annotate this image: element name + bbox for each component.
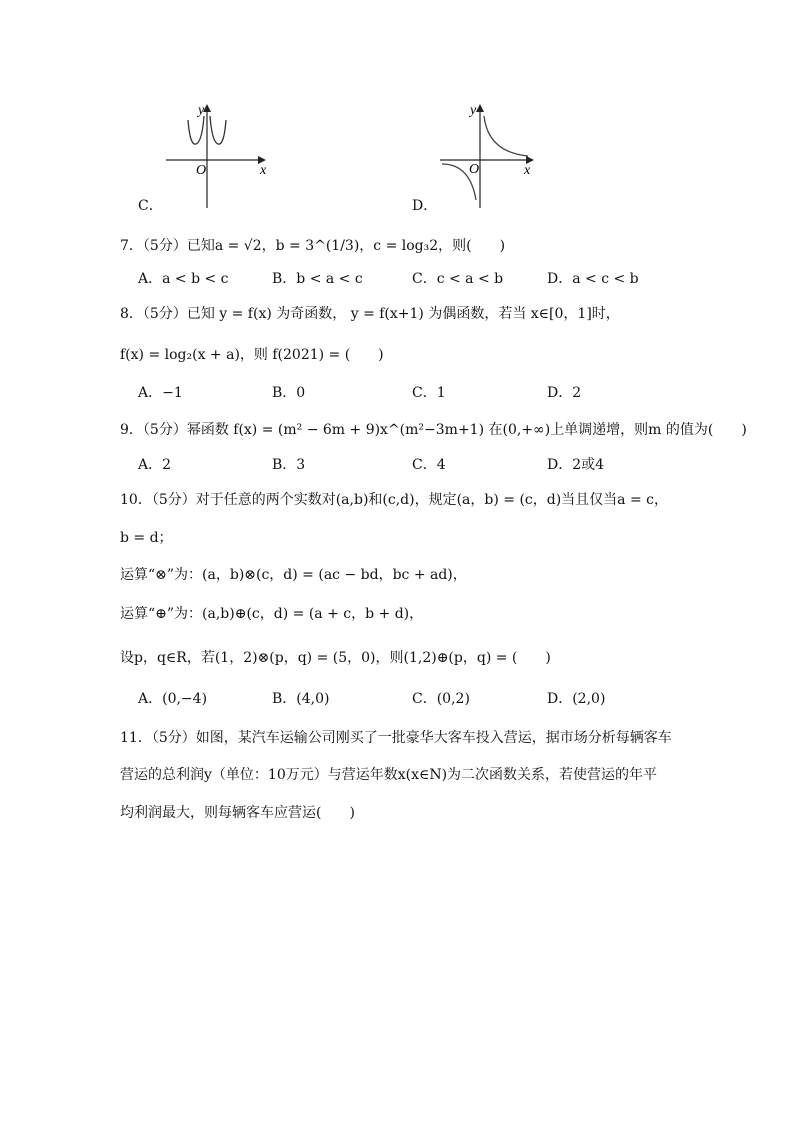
question-8-stem-line2: f(x) = log₂(x + a)，则 f(2021) = ( ) <box>120 347 384 363</box>
question-9-option-b: B．3 <box>272 457 306 473</box>
question-10-line2: b = d； <box>120 530 173 546</box>
option-d-label: D． <box>412 198 438 214</box>
question-7-option-a: A．a < b < c <box>138 271 229 287</box>
question-10-option-a: A．(0,−4) <box>138 691 208 707</box>
question-10-option-b: B．(4,0) <box>272 691 330 707</box>
question-11-line1: 11．（5分）如图，某汽车运输公司刚买了一批豪华大客车投入营运，据市场分析每辆客车 <box>120 730 672 746</box>
question-7-stem: 7．（5分）已知a = √2，b = 3^(1/3)，c = log₃2，则( ) <box>120 238 506 254</box>
graph-d-svg <box>436 100 540 210</box>
question-10-line5: 设p，q∈R，若(1，2)⊗(p，q) = (5，0)，则(1,2)⊕(p，q) = ( ) <box>120 650 551 666</box>
question-7-option-b: B．b < a < c <box>272 271 363 287</box>
option-c-label: C． <box>138 198 163 214</box>
question-11-line2: 营运的总利润y（单位：10万元）与营运年数x(x∈N)为二次函数关系，若使营运的年平 <box>120 767 658 783</box>
question-10-line4: 运算“⊕”为：(a,b)⊕(c，d) = (a + c，b + d)， <box>120 606 424 622</box>
question-7-option-d: D．a < c < b <box>547 271 639 287</box>
question-9-option-d: D．2或4 <box>547 457 605 473</box>
graph-c-y-label: y <box>198 103 205 118</box>
question-8-option-c: C．1 <box>412 385 446 401</box>
graph-d-x-label: x <box>524 163 531 178</box>
graph-c-svg <box>160 100 270 210</box>
question-8-option-b: B．0 <box>272 385 306 401</box>
question-8-option-a: A．−1 <box>138 385 183 401</box>
graph-d-origin: O <box>469 162 480 177</box>
question-11-line3: 均利润最大，则每辆客车应营运( ) <box>120 805 355 821</box>
graph-c-x-label: x <box>260 163 267 178</box>
question-8-stem-line1: 8．（5分）已知 y = f(x) 为奇函数， y = f(x+1) 为偶函数，若当 x∈[0，1]时， <box>120 306 620 322</box>
question-10-option-c: C．(0,2) <box>412 691 470 707</box>
question-10-option-d: D．(2,0) <box>547 691 606 707</box>
question-8-option-d: D．2 <box>547 385 582 401</box>
question-9-option-c: C．4 <box>412 457 446 473</box>
question-9-option-a: A．2 <box>138 457 172 473</box>
question-10-line1: 10．（5分）对于任意的两个实数对(a,b)和(c,d)，规定(a，b) = (c，d)当且仅当a = c， <box>120 492 668 508</box>
question-7-option-c: C．c < a < b <box>412 271 504 287</box>
graph-c-origin: O <box>196 163 207 178</box>
question-10-line3: 运算“⊗”为：(a，b)⊗(c，d) = (ac − bd，bc + ad)， <box>120 567 467 583</box>
graph-d <box>436 100 540 210</box>
graph-d-y-label: y <box>470 103 477 118</box>
question-9-stem: 9．（5分）幂函数 f(x) = (m² − 6m + 9)x^(m²−3m+1) 在(0,+∞)上单调递增，则m 的值为( ) <box>120 422 747 438</box>
graph-c <box>160 100 270 210</box>
